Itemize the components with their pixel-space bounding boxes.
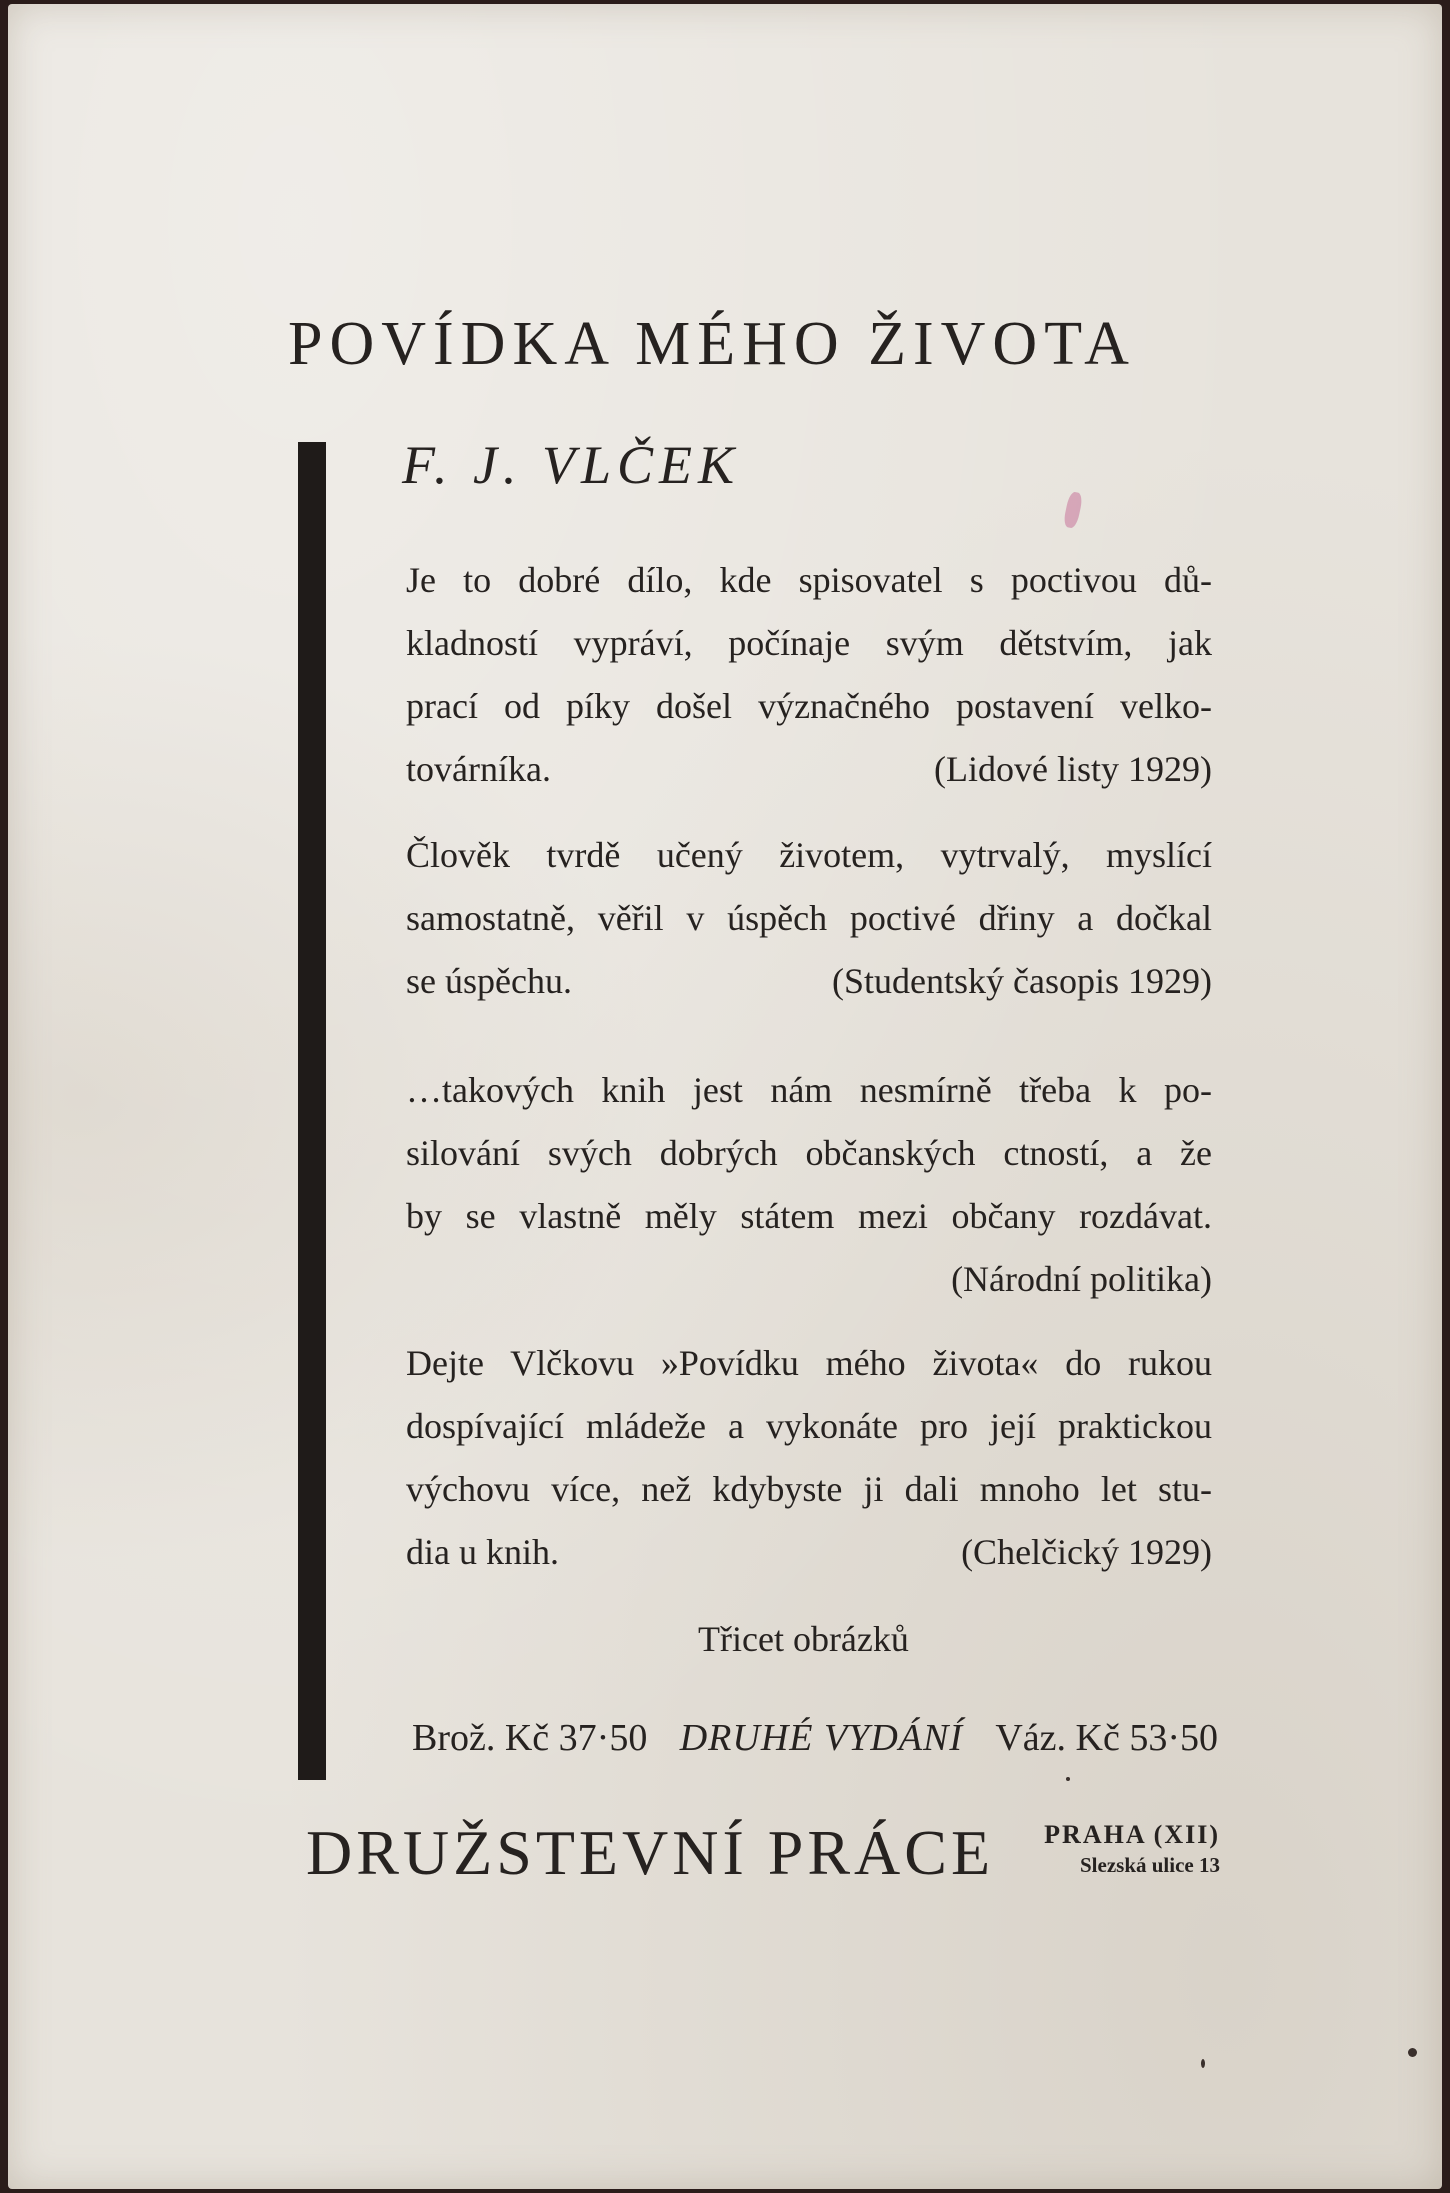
book-title: POVÍDKA MÉHO ŽIVOTA: [288, 310, 1136, 378]
quote-line: Člověk tvrdě učený životem, vytrvalý, myslící: [406, 835, 1212, 875]
review-quote-4: [406, 1332, 1212, 1584]
publisher-name: DRUŽSTEVNÍ PRÁCE: [306, 1817, 995, 1888]
paperback-price: Brož. Kč 37·50: [412, 1717, 648, 1759]
quote-source: (Studentský časopis 1929): [832, 961, 1212, 1001]
paper-speck: [1066, 1777, 1070, 1781]
quote-line: se úspěchu.: [406, 961, 572, 1001]
quote-line: Dejte Vlčkovu »Povídku mého života« do rukou: [406, 1343, 1212, 1383]
author-name: F. J. VLČEK: [402, 435, 741, 495]
quote-line: silování svých dobrých občanských ctností, a že: [406, 1133, 1212, 1173]
quote-last-line: [406, 950, 1212, 1013]
quote-line: výchovu více, než kdybyste ji dali mnoho let stu-: [406, 1469, 1212, 1509]
review-quote-2: [406, 824, 1212, 1013]
quote-source: (Národní politika): [951, 1259, 1212, 1299]
publisher-street: Slezská ulice 13: [1080, 1853, 1220, 1877]
hardcover-price: Váz. Kč 53·50: [995, 1717, 1218, 1759]
illustrations-note: Třicet obrázků: [698, 1619, 909, 1659]
quote-line: kladností vypráví, počínaje svým dětstvím, jak: [406, 623, 1212, 663]
paper-speck: [1408, 2048, 1417, 2057]
review-quote-3: [406, 1059, 1212, 1311]
publisher-address: [1028, 1820, 1220, 1880]
quote-line: by se vlastně měly státem mezi občany rozdávat.: [406, 1196, 1212, 1236]
quote-last-line: [406, 738, 1212, 801]
edition-label: DRUHÉ VYDÁNÍ: [679, 1717, 963, 1759]
price-line: [412, 1716, 1218, 1760]
publisher-city: PRAHA (XII): [1044, 1820, 1220, 1849]
quote-line: samostatně, věřil v úspěch poctivé dřiny a dočkal: [406, 898, 1212, 938]
book-back-cover: [8, 4, 1442, 2189]
quote-line: …takových knih jest nám nesmírně třeba k po-: [406, 1070, 1212, 1110]
review-quote-1: [406, 549, 1212, 801]
quote-line: dia u knih.: [406, 1532, 559, 1572]
quote-last-line: [406, 1521, 1212, 1584]
paper-stain: [1062, 491, 1083, 529]
quote-source: (Chelčický 1929): [961, 1532, 1212, 1572]
quote-line: dospívající mládeže a vykonáte pro její praktickou: [406, 1406, 1212, 1446]
quote-source: (Lidové listy 1929): [934, 749, 1212, 789]
quote-line: továrníka.: [406, 749, 551, 789]
vertical-rule: [298, 442, 326, 1780]
quote-line: prací od píky došel význačného postavení velko-: [406, 686, 1212, 726]
paper-speck: [1201, 2059, 1205, 2068]
quote-line: Je to dobré dílo, kde spisovatel s poctivou dů-: [406, 560, 1212, 600]
